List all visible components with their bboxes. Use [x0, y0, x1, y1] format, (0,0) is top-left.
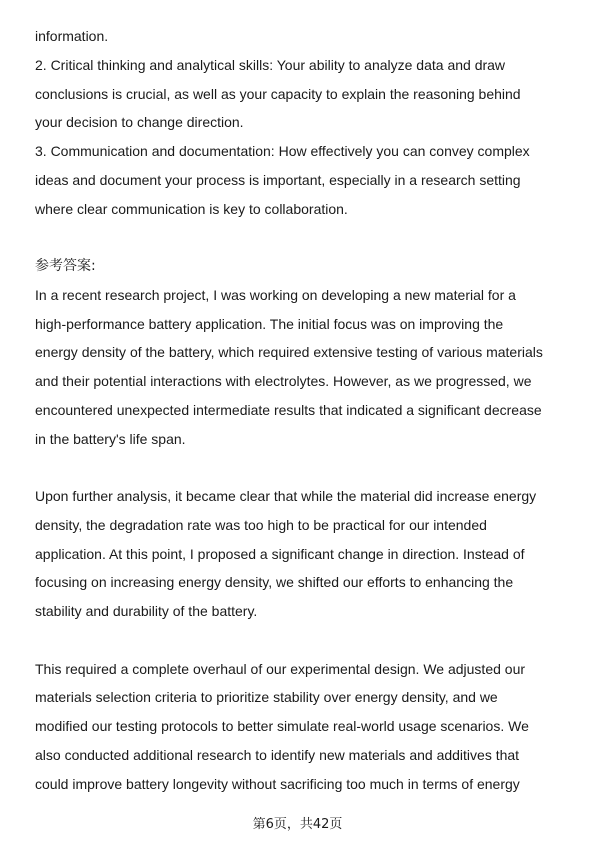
text-line: energy density of the battery, which required extensive testing of various materials	[35, 344, 543, 361]
text-line: This required a complete overhaul of our experimental design. We adjusted our	[35, 660, 526, 677]
page-number-footer: 第6页，共42页	[252, 817, 343, 832]
answer-heading: 参考答案:	[35, 258, 96, 274]
document-page	[35, 22, 563, 798]
text-line: 2. Critical thinking and analytical skills: Your ability to analyze data and draw	[35, 56, 506, 73]
text-line: where clear communication is key to collaboration.	[35, 200, 348, 217]
text-line: density, the degradation rate was too high to be practical for our intended	[35, 516, 487, 533]
text-line: ideas and document your process is important, especially in a research setting	[35, 171, 521, 188]
text-line: and their potential interactions with electrolytes. However, as we progressed, we	[35, 373, 532, 389]
text-line: your decision to change direction.	[35, 114, 244, 131]
answer-paragraph-2	[35, 482, 563, 626]
text-line: encountered unexpected intermediate results that indicated a significant decrease	[35, 401, 542, 418]
answer-paragraph-1	[35, 281, 563, 454]
text-line: Upon further analysis, it became clear that while the material did increase energy	[35, 488, 537, 504]
paragraph-spacer	[35, 626, 563, 655]
criterion-communication	[35, 137, 563, 223]
text-line: information.	[35, 28, 109, 44]
text-line: could improve battery longevity without sacrificing too much in terms of energy	[35, 775, 520, 792]
answer-paragraph-3	[35, 655, 563, 799]
text-line: stability and durability of the battery.	[35, 603, 258, 619]
text-line: 3. Communication and documentation: How effectively you can convey complex	[35, 143, 530, 159]
paragraph-spacer	[35, 453, 563, 482]
text-line: high-performance battery application. The initial focus was on improving the	[35, 315, 504, 332]
criterion-critical-thinking	[35, 51, 563, 137]
intro-continuation	[35, 22, 563, 51]
text-line: modified our testing protocols to better simulate real-world usage scenarios. We	[35, 718, 529, 734]
text-line: conclusions is crucial, as well as your capacity to explain the reasoning behind	[35, 85, 521, 102]
text-line: application. At this point, I proposed a significant change in direction. Instead of	[35, 545, 525, 562]
text-line: focusing on increasing energy density, we shifted our efforts to enhancing the	[35, 574, 514, 591]
text-line: in the battery's life span.	[35, 430, 186, 447]
text-line: In a recent research project, I was working on developing a new material for a	[35, 286, 516, 303]
paragraph-spacer	[35, 223, 563, 252]
text-line: materials selection criteria to prioritize stability over energy density, and we	[35, 689, 498, 706]
text-line: also conducted additional research to identify new materials and additives that	[35, 746, 520, 763]
